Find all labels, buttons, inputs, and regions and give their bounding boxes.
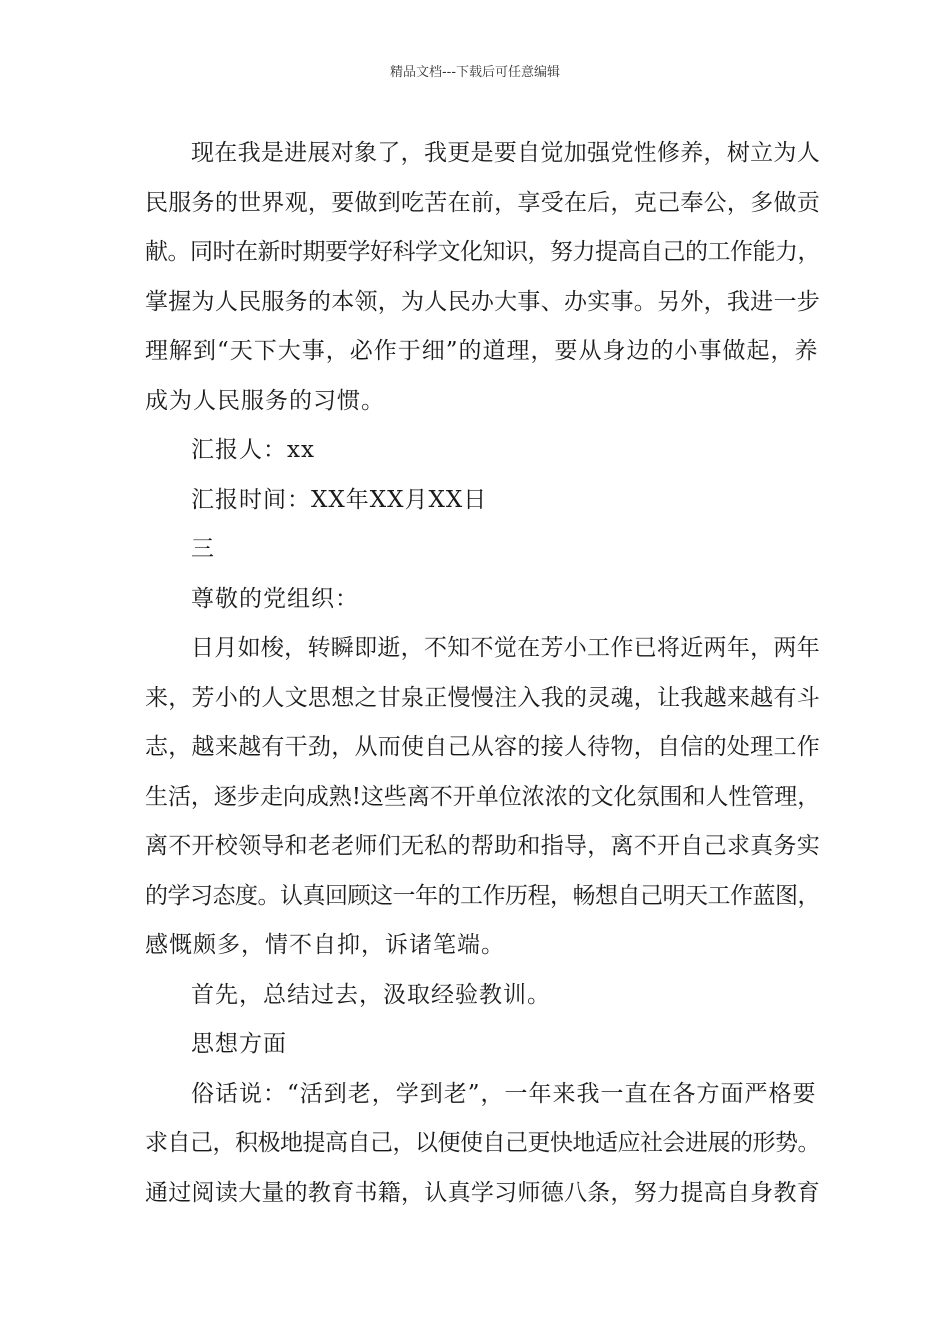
text-line: 理解到“天下大事，必作于细”的道理，要从身边的小事做起，养 <box>145 338 819 364</box>
text-line: 汇报时间：XX年XX月XX日 <box>191 486 488 513</box>
text-line: 汇报人：xx <box>191 437 315 463</box>
text-line: 日月如梭，转瞬即逝，不知不觉在芳小工作已将近两年，两年 <box>191 635 820 661</box>
text-line: 思想方面 <box>191 1031 287 1057</box>
page-header: 精品文档---下载后可任意编辑 <box>389 65 561 80</box>
text-line: 现在我是进展对象了，我更是要自觉加强党性修养，树立为人 <box>191 140 820 166</box>
text-line: 尊敬的党组织： <box>191 585 359 612</box>
text-line: 来，芳小的人文思想之甘泉正慢慢注入我的灵魂，让我越来越有斗 <box>145 684 820 711</box>
text-line: 生活，逐步走向成熟!这些离不开单位浓浓的文化氛围和人性管理， <box>145 783 821 810</box>
text-line: 离不开校领导和老老师们无私的帮助和指导，离不开自己求真务实 <box>145 833 820 859</box>
text-line: 三 <box>191 536 215 562</box>
text-line: 的学习态度。认真回顾这一年的工作历程，畅想自己明天工作蓝图， <box>145 882 820 909</box>
text-line: 通过阅读大量的教育书籍，认真学习师德八条，努力提高自身教育 <box>145 1179 820 1206</box>
text-line: 掌握为人民服务的本领，为人民办大事、办实事。另外，我进一步 <box>145 288 820 315</box>
text-line: 献。同时在新时期要学好科学文化知识，努力提高自己的工作能力， <box>145 239 820 265</box>
text-line: 成为人民服务的习惯。 <box>145 387 385 414</box>
text-line: 求自己，积极地提高自己，以便使自己更快地适应社会进展的形势。 <box>145 1130 820 1156</box>
text-line: 俗话说：“活到老，学到老”，一年来我一直在各方面严格要 <box>191 1080 817 1107</box>
text-line: 民服务的世界观，要做到吃苦在前，享受在后，克己奉公，多做贡 <box>145 189 820 216</box>
text-line: 志，越来越有干劲，从而使自己从容的接人待物，自信的处理工作 <box>145 734 820 760</box>
text-line: 感慨颇多，情不自抑，诉诸笔端。 <box>145 932 505 958</box>
text-line: 首先，总结过去，汲取经验教训。 <box>191 981 551 1008</box>
document-body <box>145 129 820 1218</box>
